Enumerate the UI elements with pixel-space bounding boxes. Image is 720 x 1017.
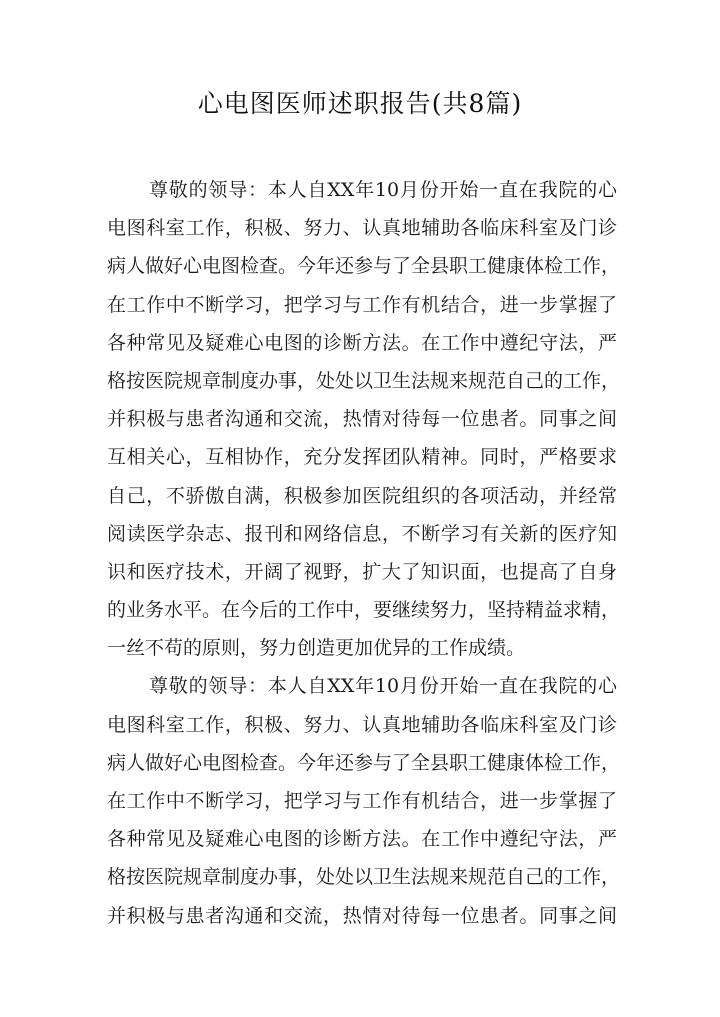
paragraph-line: 格按医院规章制度办事，处处以卫生法规来规范自己的工作， (107, 866, 621, 889)
paragraph-line: 在工作中不断学习，把学习与工作有机结合，进一步掌握了 (107, 790, 617, 812)
paragraph-line: 尊敬的领导：本人自XX年10月份开始一直在我院的心 (149, 675, 617, 698)
paragraph-line: 各种常见及疑难心电图的诊断方法。在工作中遵纪守法，严 (107, 331, 617, 354)
paragraph-line: 并积极与患者沟通和交流，热情对待每一位患者。同事之间 (107, 904, 617, 927)
paragraph-line: 病人做好心电图检查。今年还参与了全县职工健康体检工作， (107, 751, 621, 774)
paragraph-line: 尊敬的领导：本人自XX年10月份开始一直在我院的心 (149, 179, 617, 201)
paragraph-line: 一丝不苟的原则，努力创造更加优异的工作成绩。 (107, 637, 526, 660)
document-title: 心电图医师述职报告(共8篇) (197, 89, 523, 118)
paragraph-line: 并积极与患者沟通和交流，热情对待每一位患者。同事之间 (107, 408, 617, 431)
paragraph-line: 病人做好心电图检查。今年还参与了全县职工健康体检工作， (107, 255, 621, 278)
paragraph-line: 的业务水平。在今后的工作中，要继续努力，坚持精益求精， (107, 599, 621, 622)
paragraph-line: 互相关心，互相协作，充分发挥团队精神。同时，严格要求 (107, 446, 617, 469)
paragraph-line: 在工作中不断学习，把学习与工作有机结合，进一步掌握了 (107, 293, 617, 316)
paragraph-line: 各种常见及疑难心电图的诊断方法。在工作中遵纪守法，严 (107, 828, 617, 851)
paragraph-line: 识和医疗技术，开阔了视野，扩大了知识面，也提高了自身 (107, 560, 617, 583)
document-body (107, 171, 621, 935)
paragraph-2 (107, 667, 621, 934)
paragraph-line: 格按医院规章制度办事，处处以卫生法规来规范自己的工作， (107, 369, 621, 392)
paragraph-line: 自己，不骄傲自满，积极参加医院组织的各项活动，并经常 (107, 484, 617, 507)
paragraph-1 (107, 171, 621, 667)
paragraph-line: 电图科室工作，积极、努力、认真地辅助各临床科室及门诊 (107, 713, 617, 736)
paragraph-line: 电图科室工作，积极、努力、认真地辅助各临床科室及门诊 (107, 217, 617, 240)
paragraph-line: 阅读医学杂志、报刊和网络信息，不断学习有关新的医疗知 (107, 522, 617, 545)
